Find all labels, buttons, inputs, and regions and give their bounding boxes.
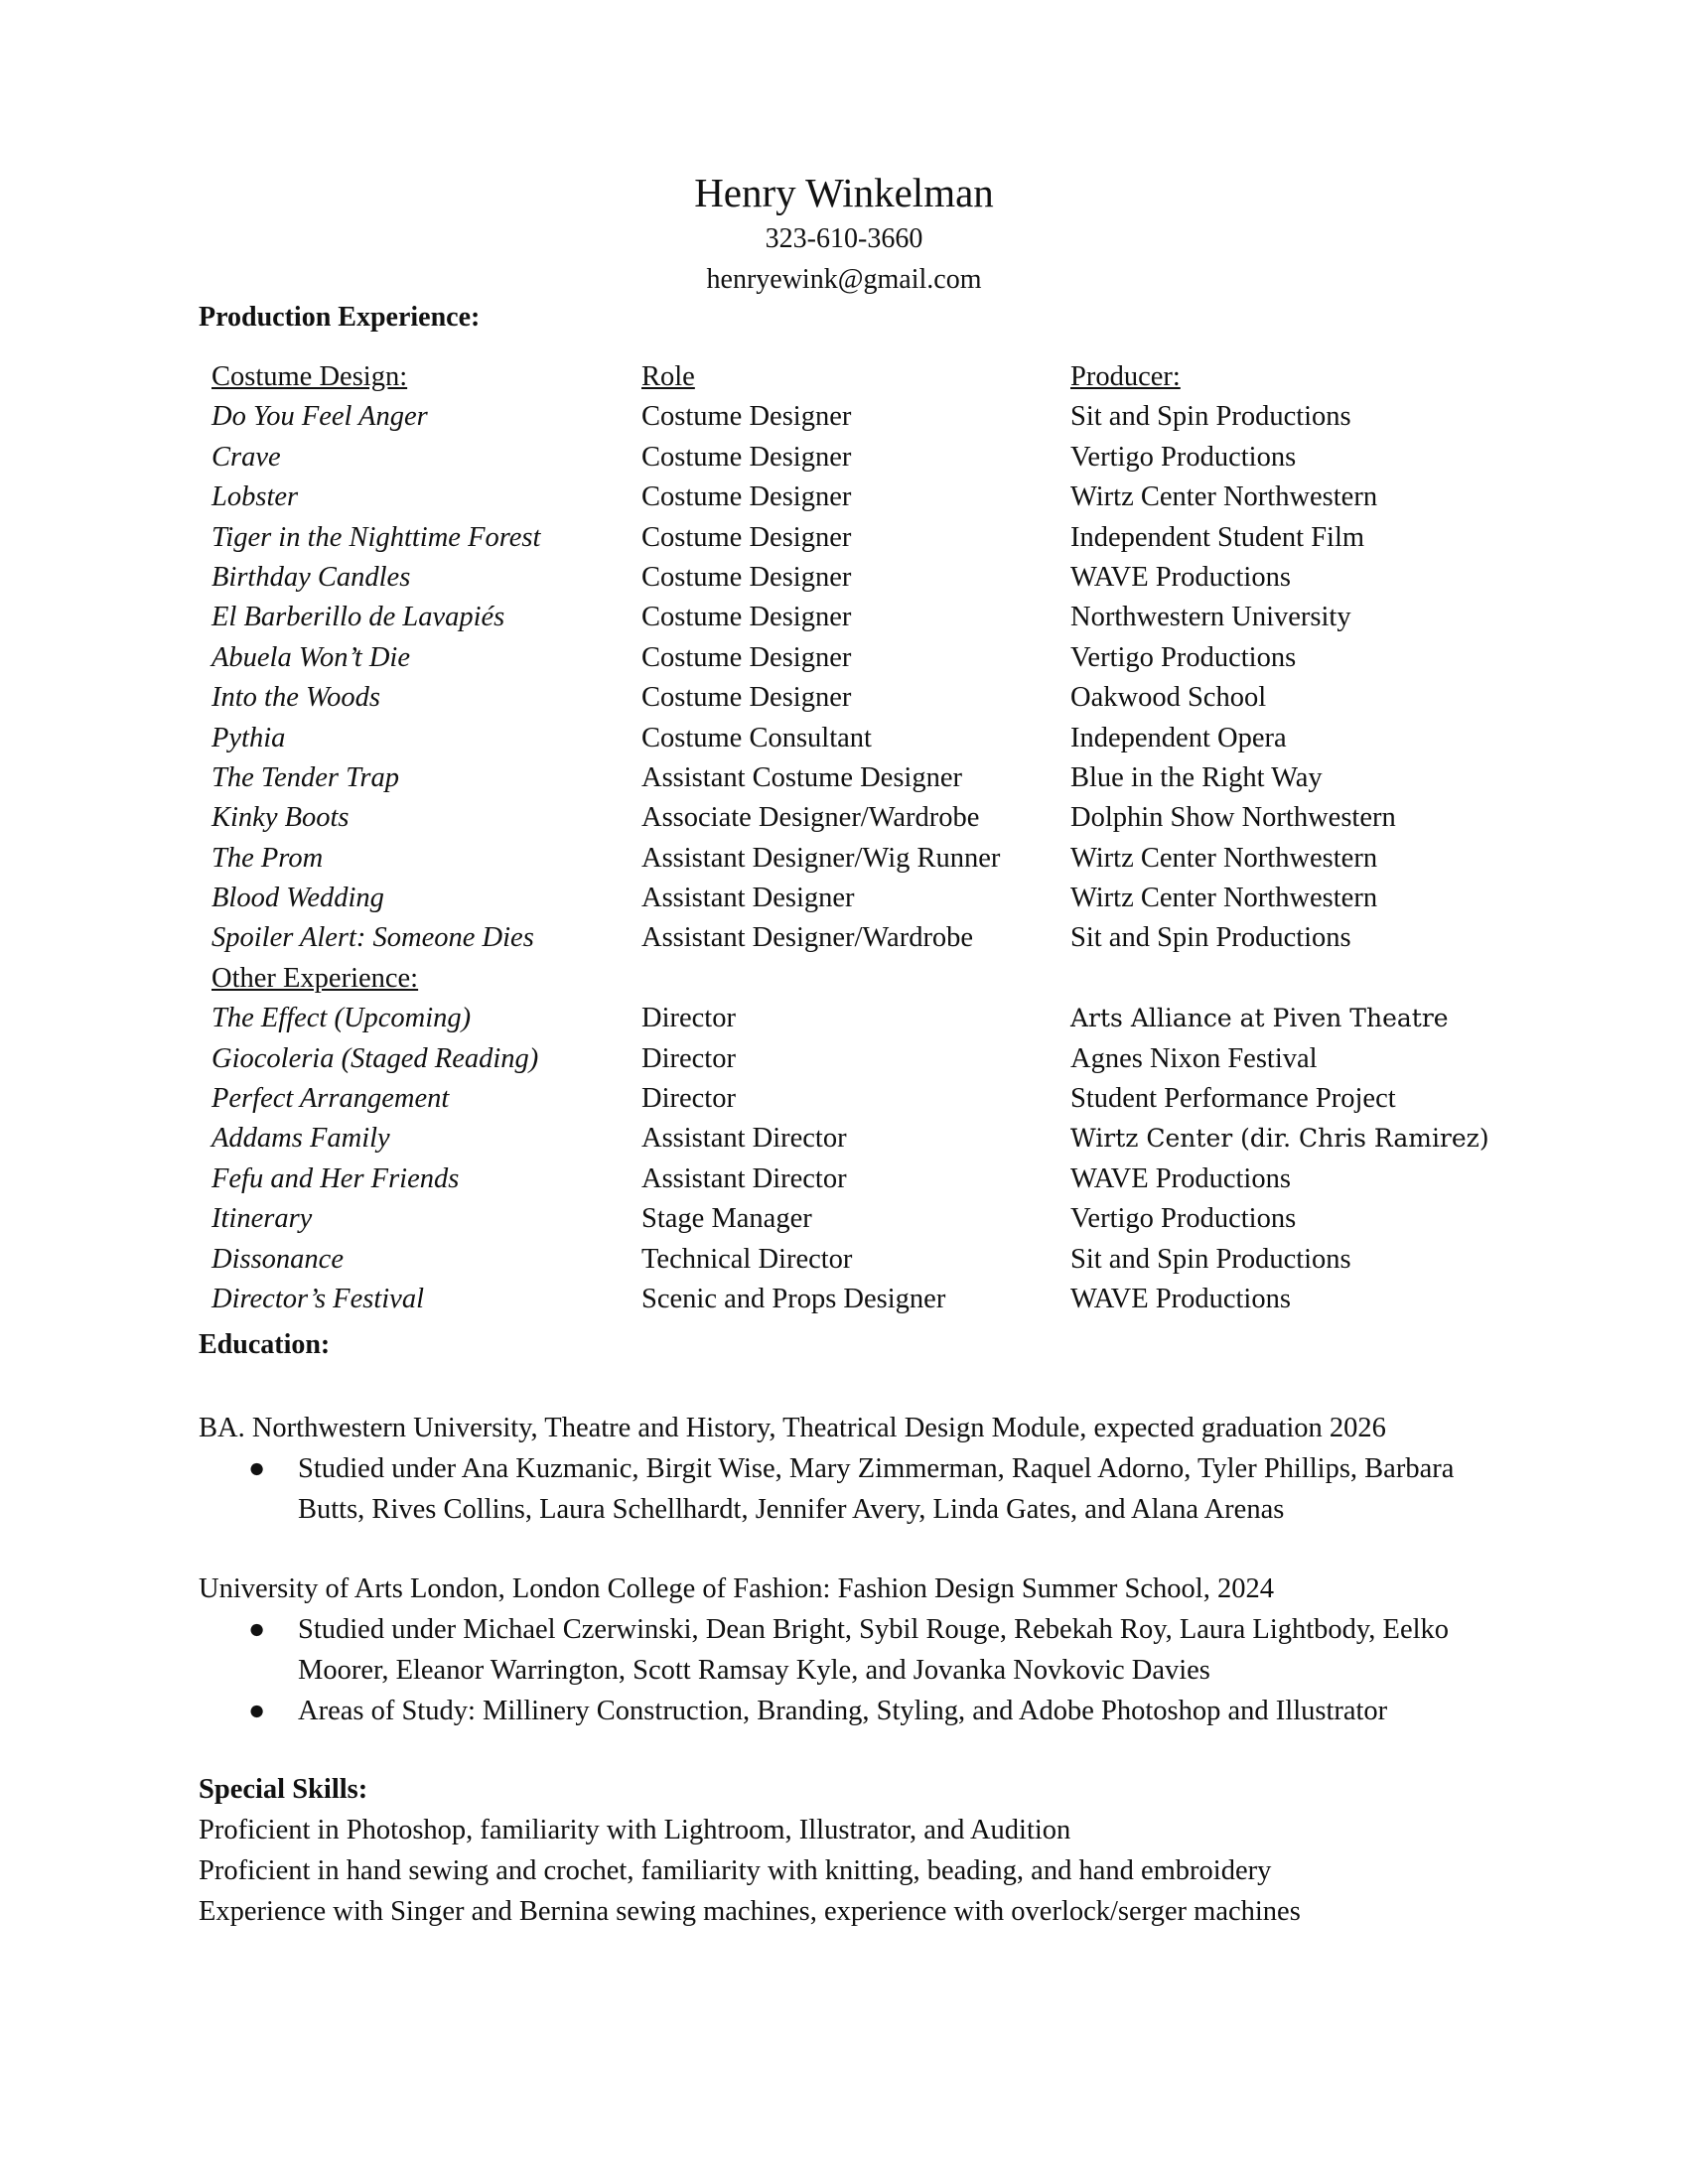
other-title: Dissonance bbox=[211, 1243, 344, 1275]
costume-producer: Vertigo Productions bbox=[1070, 441, 1297, 473]
bullet-icon: ● bbox=[248, 1696, 266, 1726]
costume-title: Birthday Candles bbox=[211, 561, 411, 593]
production-roles-column bbox=[641, 357, 1068, 1319]
costume-role: Costume Designer bbox=[641, 641, 852, 673]
costume-producer: Sit and Spin Productions bbox=[1070, 401, 1351, 433]
skill-item: Proficient in Photoshop, familiarity with Lightroom, Illustrator, and Audition bbox=[199, 1815, 1071, 1845]
costume-title: Tiger in the Nighttime Forest bbox=[211, 521, 541, 553]
costume-title: Lobster bbox=[211, 481, 299, 513]
list-item bbox=[199, 1691, 1509, 1731]
bullet-icon: ● bbox=[248, 1614, 266, 1645]
costume-title: The Prom bbox=[211, 842, 324, 874]
other-producer: WAVE Productions bbox=[1070, 1283, 1291, 1314]
other-role: Director bbox=[641, 1042, 736, 1074]
skill-item: Experience with Singer and Bernina sewing machines, experience with overlock/serger machines bbox=[199, 1896, 1301, 1927]
costume-title: Spoiler Alert: Someone Dies bbox=[211, 922, 534, 954]
phone-number: 323-610-3660 bbox=[765, 223, 923, 254]
education-line: University of Arts London, London College of Fashion: Fashion Design Summer School, 2024 bbox=[199, 1573, 1274, 1604]
email-address: henryewink@gmail.com bbox=[706, 264, 982, 295]
costume-role: Costume Designer bbox=[641, 521, 852, 553]
other-title: The Effect (Upcoming) bbox=[211, 1003, 472, 1034]
other-producer: Arts Alliance at Piven Theatre bbox=[1070, 1004, 1449, 1033]
costume-title: The Tender Trap bbox=[211, 761, 399, 793]
costume-title: Kinky Boots bbox=[211, 802, 350, 834]
producer-heading: Producer: bbox=[1070, 361, 1181, 392]
costume-role: Assistant Designer bbox=[641, 883, 855, 914]
person-name: Henry Winkelman bbox=[694, 170, 994, 215]
costume-role: Assistant Costume Designer bbox=[641, 761, 962, 793]
other-role: Technical Director bbox=[641, 1243, 853, 1275]
costume-role: Assistant Designer/Wardrobe bbox=[641, 922, 974, 954]
spacer bbox=[1070, 959, 1507, 999]
costume-title: Pythia bbox=[211, 722, 286, 753]
costume-producer: Northwestern University bbox=[1070, 602, 1351, 633]
costume-title: Into the Woods bbox=[211, 682, 380, 714]
bullet-text: Areas of Study: Millinery Construction, Branding, Styling, and Adobe Photoshop and Illustrator bbox=[298, 1696, 1388, 1726]
costume-producer: Blue in the Right Way bbox=[1070, 761, 1323, 793]
other-title: Itinerary bbox=[211, 1203, 313, 1235]
list-item bbox=[199, 1609, 1509, 1691]
education-heading: Education: bbox=[199, 1329, 331, 1360]
other-title: Perfect Arrangement bbox=[211, 1083, 450, 1115]
special-skills-section bbox=[199, 1769, 1509, 1932]
costume-producer: Wirtz Center Northwestern bbox=[1070, 842, 1378, 874]
bullet-icon: ● bbox=[248, 1453, 266, 1484]
education-line: BA. Northwestern University, Theatre and History, Theatrical Design Module, expected graduation 2026 bbox=[199, 1413, 1386, 1443]
costume-role: Costume Consultant bbox=[641, 722, 872, 753]
costume-producer: WAVE Productions bbox=[1070, 561, 1291, 593]
education-bullets bbox=[199, 1448, 1509, 1530]
costume-producer: Wirtz Center Northwestern bbox=[1070, 883, 1378, 914]
costume-producer: Oakwood School bbox=[1070, 682, 1267, 714]
production-producers-column bbox=[1070, 357, 1507, 1319]
costume-producer: Sit and Spin Productions bbox=[1070, 922, 1351, 954]
costume-title: El Barberillo de Lavapiés bbox=[211, 602, 505, 633]
costume-producer: Independent Student Film bbox=[1070, 521, 1365, 553]
production-experience-heading: Production Experience: bbox=[199, 302, 481, 333]
other-role: Assistant Director bbox=[641, 1162, 847, 1194]
costume-producer: Wirtz Center Northwestern bbox=[1070, 481, 1378, 513]
costume-producer: Dolphin Show Northwestern bbox=[1070, 802, 1396, 834]
education-entry bbox=[199, 1408, 1509, 1530]
costume-role: Associate Designer/Wardrobe bbox=[641, 802, 980, 834]
costume-role: Assistant Designer/Wig Runner bbox=[641, 842, 1001, 874]
costume-role: Costume Designer bbox=[641, 481, 852, 513]
other-role: Director bbox=[641, 1003, 736, 1034]
costume-role: Costume Designer bbox=[641, 441, 852, 473]
production-titles-column bbox=[211, 357, 638, 1319]
other-producer: Agnes Nixon Festival bbox=[1070, 1042, 1318, 1074]
other-title: Giocoleria (Staged Reading) bbox=[211, 1042, 539, 1074]
education-entry bbox=[199, 1569, 1509, 1731]
other-producer: Vertigo Productions bbox=[1070, 1203, 1297, 1235]
costume-design-heading: Costume Design: bbox=[211, 361, 408, 392]
costume-producer: Independent Opera bbox=[1070, 722, 1287, 753]
bullet-text: Studied under Michael Czerwinski, Dean Bright, Sybil Rouge, Rebekah Roy, Laura Lightbody, Eelko Moorer, Eleanor Warrington, Scott Ramsay Kyle, and Jovanka Novkovic Davies bbox=[298, 1614, 1450, 1686]
costume-producer: Vertigo Productions bbox=[1070, 641, 1297, 673]
costume-title: Abuela Won’t Die bbox=[211, 641, 411, 673]
role-heading: Role bbox=[641, 361, 695, 392]
spacer bbox=[641, 959, 1068, 999]
list-item bbox=[199, 1448, 1509, 1530]
other-role: Director bbox=[641, 1083, 736, 1115]
costume-title: Blood Wedding bbox=[211, 883, 384, 914]
costume-role: Costume Designer bbox=[641, 602, 852, 633]
bullet-text: Studied under Ana Kuzmanic, Birgit Wise, Mary Zimmerman, Raquel Adorno, Tyler Phillips, Barbara Butts, Rives Collins, Laura Schellhardt, Jennifer Avery, Linda Gates, and Alana Arenas bbox=[298, 1453, 1455, 1525]
other-producer: Wirtz Center (dir. Chris Ramirez) bbox=[1070, 1124, 1489, 1154]
costume-title: Do You Feel Anger bbox=[211, 401, 428, 433]
other-producer: WAVE Productions bbox=[1070, 1162, 1291, 1194]
costume-role: Costume Designer bbox=[641, 561, 852, 593]
other-title: Fefu and Her Friends bbox=[211, 1162, 460, 1194]
special-skills-heading: Special Skills: bbox=[199, 1774, 368, 1805]
costume-role: Costume Designer bbox=[641, 682, 852, 714]
other-producer: Student Performance Project bbox=[1070, 1083, 1396, 1115]
skill-item: Proficient in hand sewing and crochet, familiarity with knitting, beading, and hand embroidery bbox=[199, 1855, 1272, 1886]
other-title: Addams Family bbox=[211, 1123, 390, 1155]
other-producer: Sit and Spin Productions bbox=[1070, 1243, 1351, 1275]
costume-role: Costume Designer bbox=[641, 401, 852, 433]
other-title: Director’s Festival bbox=[211, 1283, 424, 1314]
other-experience-heading: Other Experience: bbox=[211, 962, 419, 994]
other-role: Assistant Director bbox=[641, 1123, 847, 1155]
other-role: Stage Manager bbox=[641, 1203, 812, 1235]
other-role: Scenic and Props Designer bbox=[641, 1283, 946, 1314]
resume-header bbox=[0, 167, 1688, 300]
education-bullets bbox=[199, 1609, 1509, 1731]
costume-title: Crave bbox=[211, 441, 281, 473]
